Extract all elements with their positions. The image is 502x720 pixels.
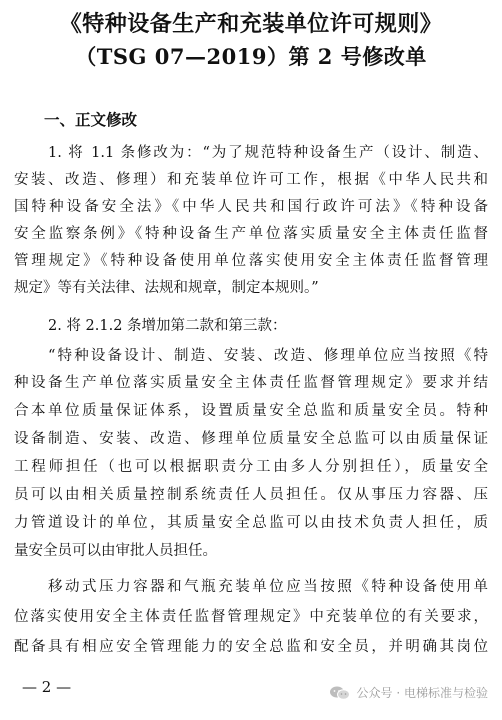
watermark-text: 公众号 · 电梯标准与检验	[356, 686, 488, 700]
body-line: 力管道设计的单位，其质量安全总监可以由技术负责人担任，质	[14, 515, 488, 531]
body-line: 2. 将 2.1.2 条增加第二款和第三款：	[48, 318, 287, 334]
document-title: 《特种设备生产和充装单位许可规则》	[59, 11, 443, 37]
body-line: 合本单位质量保证体系，设置质量安全总监和质量安全员。特种	[14, 403, 488, 419]
body-line: 1. 将 1.1 条修改为：“为了规范特种设备生产（设计、制造、	[48, 145, 488, 161]
body-line: 位落实使用安全主体责任监督管理规定》中充装单位的有关要求，	[14, 609, 488, 625]
body-line: 移动式压力容器和气瓶充装单位应当按照《特种设备使用单	[48, 579, 488, 595]
body-line: 量安全员可以由审批人员担任。	[14, 543, 217, 559]
section-heading: 一、正文修改	[44, 111, 138, 129]
body-line: 员可以由相关质量控制系统责任人员担任。仅从事压力容器、压	[14, 487, 488, 503]
body-line: 管理规定》《特种设备使用单位落实使用安全主体责任监督管理	[14, 253, 488, 269]
document-subtitle: （TSG 07—2019）第 2 号修改单	[75, 44, 427, 69]
body-line: 配备具有相应安全管理能力的安全总监和安全员，并明确其岗位	[14, 639, 488, 655]
page-number: — 2 —	[22, 678, 72, 696]
body-line: 规定》等有关法律、法规和规章，制定本规则。”	[14, 280, 319, 296]
body-line: 设备制造、安装、改造、修理单位质量安全总监可以由质量保证	[14, 431, 488, 447]
body-line: 种设备生产单位落实质量安全主体责任监督管理规定》要求并结	[14, 375, 488, 391]
body-line: 工程师担任（也可以根据职责分工由多人分别担任），质量安全	[14, 459, 488, 475]
body-line: 安全监察条例》《特种设备生产单位落实质量安全主体责任监督	[14, 226, 488, 242]
watermark	[329, 684, 488, 701]
body-line: “特种设备设计、制造、安装、改造、修理单位应当按照《特	[48, 348, 488, 364]
body-line: 安装、改造、修理）和充装单位许可工作，根据《中华人民共和	[14, 172, 488, 188]
wechat-icon	[329, 685, 351, 701]
body-line: 国特种设备安全法》《中华人民共和国行政许可法》《特种设备	[14, 199, 488, 215]
